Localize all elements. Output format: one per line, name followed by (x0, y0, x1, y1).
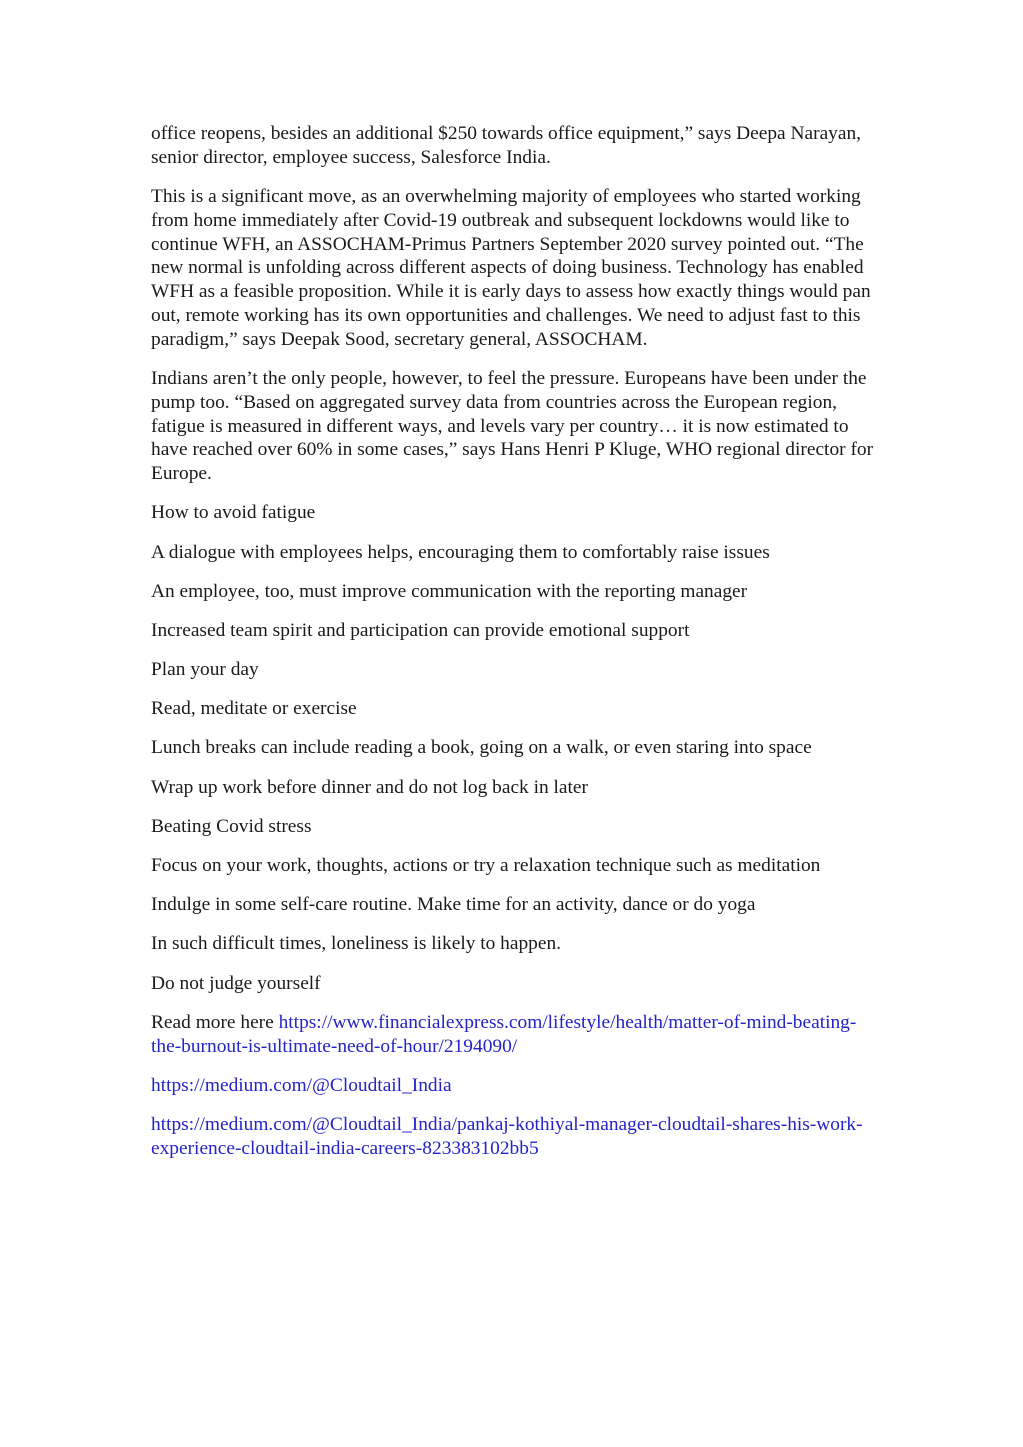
list-item: Do not judge yourself (151, 972, 321, 994)
list-item: Read, meditate or exercise (151, 698, 357, 720)
medium-article-paragraph (151, 1113, 881, 1161)
list-item: Indulge in some self-care routine. Make time for an activity, dance or do yoga (151, 894, 756, 916)
medium-article-link[interactable]: https://medium.com/@Cloudtail_India/pankaj-kothiyal-manager-cloudtail-shares-his-work-experience-cloudtail-india-careers-823383102bb5 (151, 1113, 863, 1159)
financialexpress-article-link[interactable]: https://www.financialexpress.com/lifestyle/health/matter-of-mind-beating-the-burnout-is-ultimate-need-of-hour/2194090/ (151, 1011, 857, 1057)
list-item: Increased team spirit and participation can provide emotional support (151, 619, 690, 641)
medium-profile-link[interactable]: https://medium.com/@Cloudtail_India (151, 1074, 452, 1096)
read-more-label: Read more here (151, 1011, 279, 1033)
list-item: Wrap up work before dinner and do not log back in later (151, 776, 588, 798)
list-item: An employee, too, must improve communication with the reporting manager (151, 580, 748, 602)
list-item: Lunch breaks can include reading a book, going on a walk, or even staring into space (151, 737, 812, 759)
paragraph-europe-fatigue: Indians aren’t the only people, however, to feel the pressure. Europeans have been under the pump too. “Based on aggregated survey data from countries across the European region, fatigue is measured in different ways, and levels vary per country… it is now estimated to have reached over 60% in some cases,” says Hans Henri P Kluge, WHO regional director for Europe. (151, 367, 874, 485)
medium-profile-paragraph (151, 1074, 881, 1098)
section-heading-avoid-fatigue: How to avoid fatigue (151, 502, 316, 524)
list-item: In such difficult times, loneliness is likely to happen. (151, 933, 562, 955)
paragraph-assocham-survey: This is a significant move, as an overwhelming majority of employees who started working from home immediately after Covid-19 outbreak and subsequent lockdowns would like to continue WFH, an ASSOCHAM-Primus Partners September 2020 survey pointed out. “The new normal is unfolding across different aspects of doing business. Technology has enabled WFH as a feasible proposition. While it is early days to assess how exactly things would pan out, remote working has its own opportunities and challenges. We need to adjust fast to this paradigm,” says Deepak Sood, secretary general, ASSOCHAM. (151, 185, 871, 350)
list-item: Focus on your work, thoughts, actions or try a relaxation technique such as meditation (151, 855, 821, 877)
list-item: A dialogue with employees helps, encouraging them to comfortably raise issues (151, 541, 770, 563)
paragraph-salesforce-quote: office reopens, besides an additional $250 towards office equipment,” says Deepa Narayan, senior director, employee success, Salesforce India. (151, 123, 862, 168)
document-page (151, 122, 881, 1176)
read-more-paragraph (151, 1011, 881, 1059)
section-heading-covid-stress: Beating Covid stress (151, 815, 312, 837)
list-item: Plan your day (151, 659, 259, 681)
